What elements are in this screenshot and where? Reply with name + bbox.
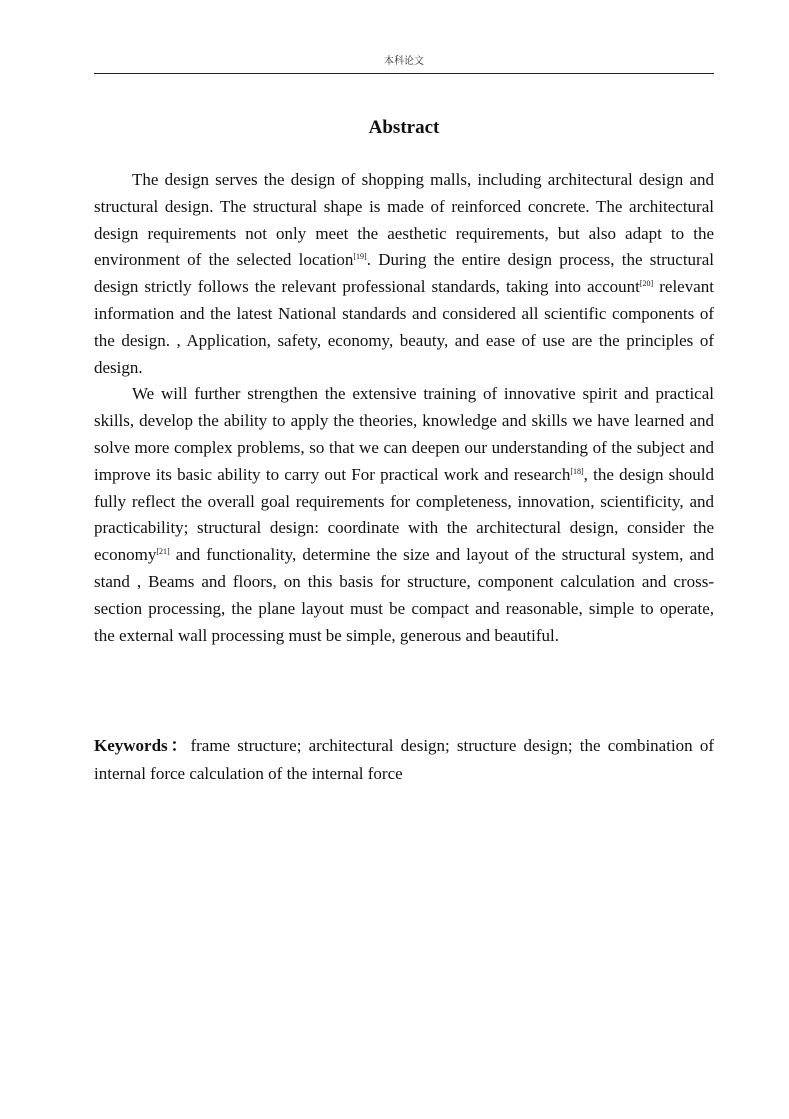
citation-ref: [18] (570, 466, 584, 476)
keywords-section (94, 732, 714, 788)
paragraph-text: . During the entire design process, the structural design strictly follows the relevant professional standards, taking into account (94, 250, 714, 297)
abstract-paragraph-2 (94, 381, 714, 649)
keywords-text: frame structure; architectural design; structure design; the combination of internal force calculation of the internal force (94, 736, 714, 783)
citation-ref: [20] (639, 279, 654, 289)
citation-ref: [21] (156, 547, 170, 557)
paragraph-text: relevant information and the latest National standards and considered all scientific components of the design. , Application, safety, economy, beauty, and ease of use are the principles of design. (94, 277, 714, 377)
abstract-paragraph-1 (94, 167, 714, 381)
keywords-label: Keywords： (94, 736, 191, 755)
header-title: 本科论文 (384, 56, 424, 67)
paragraph-text: We will further strengthen the extensive training of innovative spirit and practical skills, develop the ability to apply the theories, knowledge and skills we have learned and solve more complex problems, so that we can deepen our understanding of the subject and improve its basic ability to carry out For practical work and research (94, 384, 714, 484)
abstract-body (94, 167, 714, 649)
page-header (94, 55, 714, 74)
citation-ref: [19] (353, 252, 367, 262)
abstract-title: Abstract (368, 117, 440, 138)
paragraph-text: and functionality, determine the size and layout of the structural system, and stand , Beams and floors, on this basis for structure, component calculation and cross-section processing, the plane layout must be compact and reasonable, simple to operate, the external wall processing must be simple, generous and beautiful. (94, 545, 714, 645)
paragraph-text: , the design should fully reflect the overall goal requirements for completeness, innovation, scientificity, and practicability; structural design: coordinate with the architectural design, consider the economy (94, 464, 714, 565)
paragraph-text: The design serves the design of shopping malls, including architectural design and structural design. The structural shape is made of reinforced concrete. The architectural design requirements not only meet the aesthetic requirements, but also adapt to the environment of the selected location (94, 170, 714, 270)
